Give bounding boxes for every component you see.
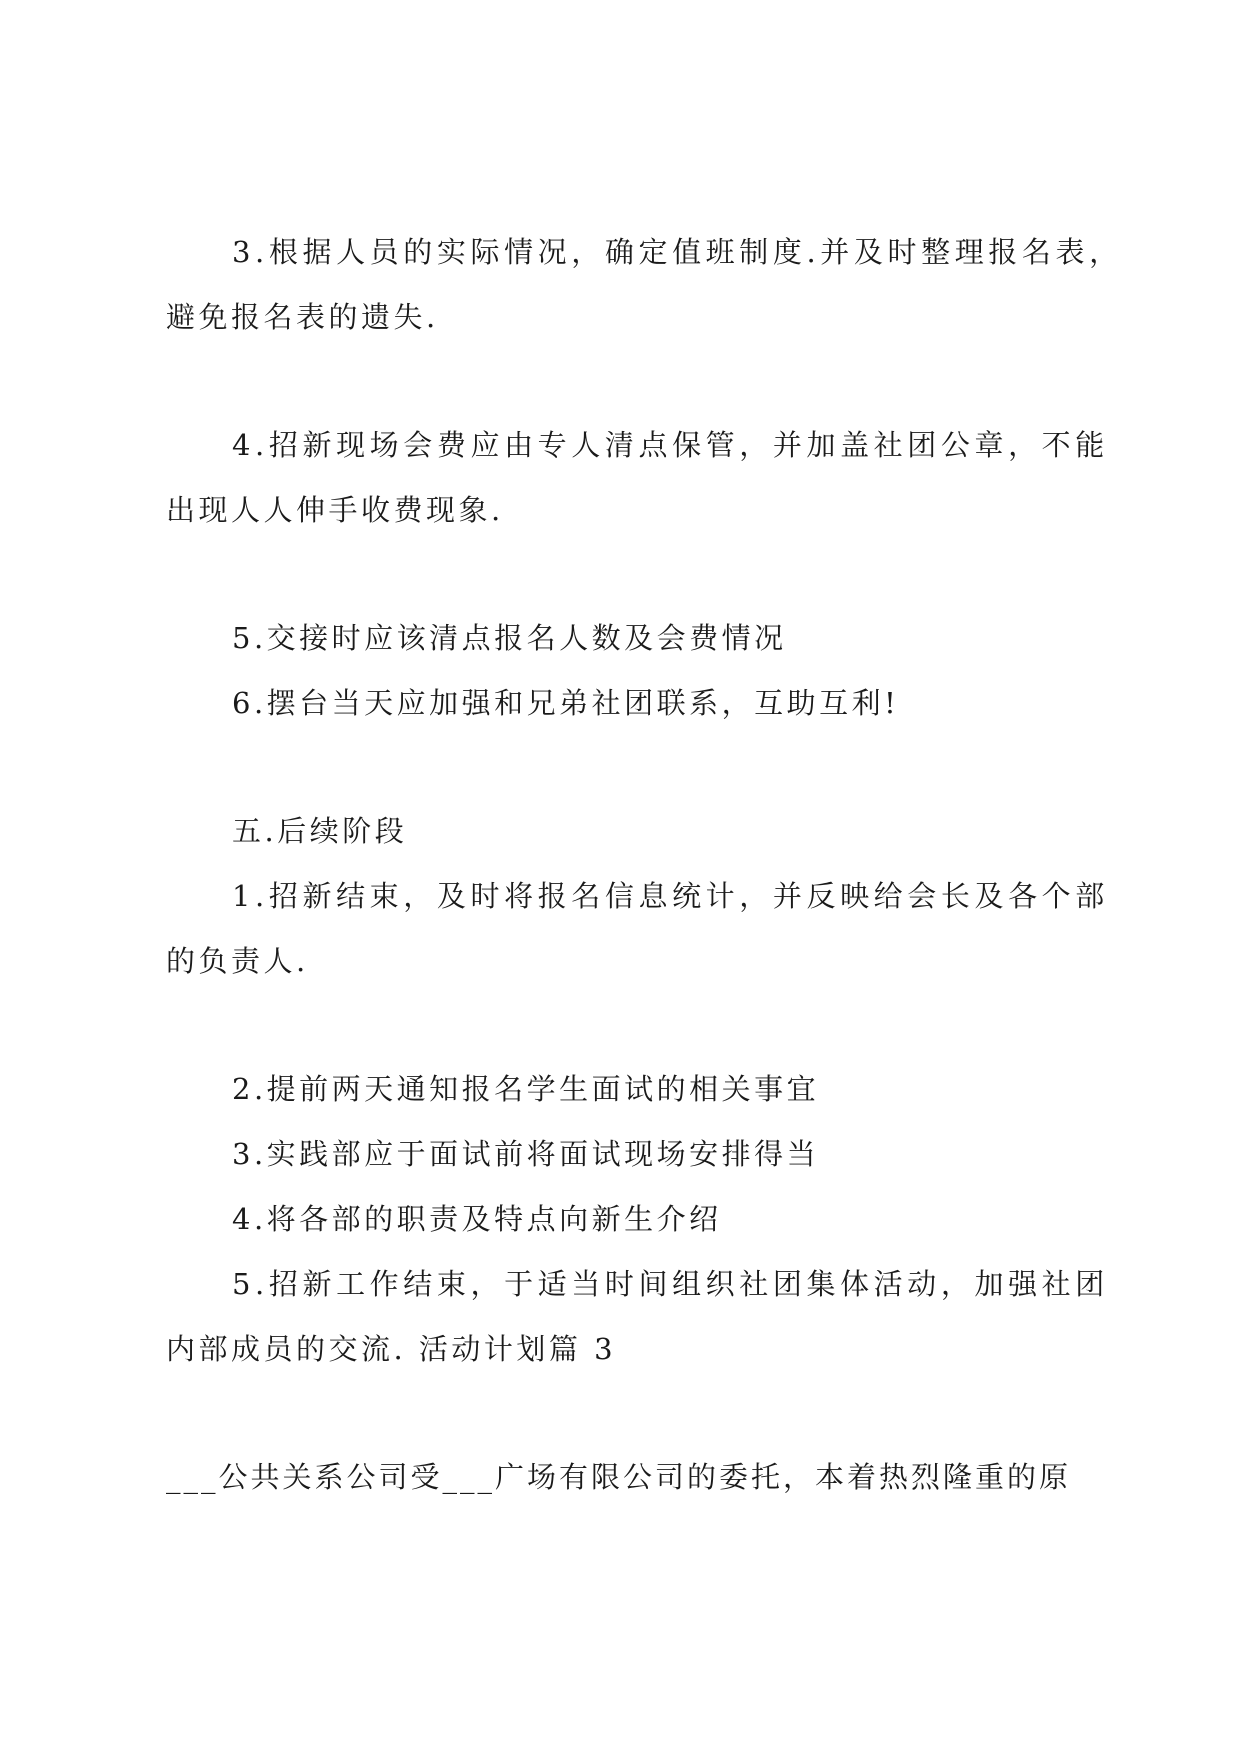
paragraph-line: 的负责人. bbox=[166, 944, 309, 978]
paragraph-line: 3.实践部应于面试前将面试现场安排得当 bbox=[232, 1137, 820, 1171]
paragraph-line: 1.招新结束，及时将报名信息统计，并反映给会长及各个部 bbox=[232, 879, 1109, 913]
paragraph-line: 5.招新工作结束，于适当时间组织社团集体活动，加强社团 bbox=[232, 1267, 1109, 1301]
section-heading: 五.后续阶段 bbox=[232, 814, 408, 848]
paragraph-line: 4.将各部的职责及特点向新生介绍 bbox=[232, 1202, 722, 1236]
paragraph-line: 5.交接时应该清点报名人数及会费情况 bbox=[232, 621, 787, 655]
paragraph-line: 4.招新现场会费应由专人清点保管，并加盖社团公章，不能 bbox=[232, 428, 1109, 462]
paragraph-line: 2.提前两天通知报名学生面试的相关事宜 bbox=[232, 1072, 820, 1106]
paragraph-line: 避免报名表的遗失. bbox=[166, 300, 439, 334]
paragraph-line: ___公共关系公司受___广场有限公司的委托，本着热烈隆重的原 bbox=[166, 1460, 1072, 1494]
paragraph-line: 内部成员的交流. 活动计划篇 3 bbox=[166, 1332, 617, 1366]
paragraph-line: 出现人人伸手收费现象. bbox=[166, 493, 504, 527]
paragraph-line: 3.根据人员的实际情况，确定值班制度.并及时整理报名表， bbox=[232, 235, 1123, 269]
paragraph-line: 6.摆台当天应加强和兄弟社团联系，互助互利! bbox=[232, 686, 900, 720]
